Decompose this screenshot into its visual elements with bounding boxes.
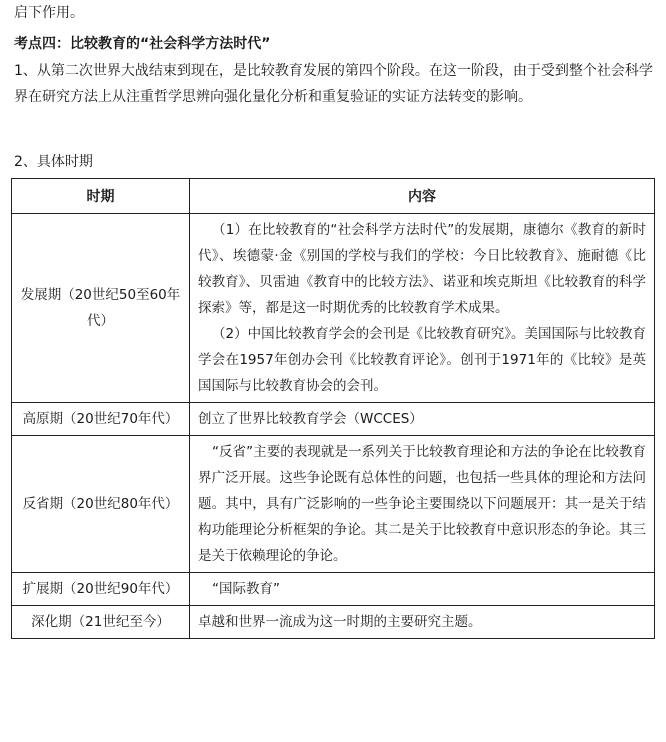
content-paragraph: （1）在比较教育的“社会科学方法时代”的发展期，康德尔《教育的新时代》、埃德蒙·金《别国的学校与我们的学校：今日比较教育》、施耐德《比较教育》、贝雷迪《教育中的比较方法》、诺亚和埃克斯坦《比较教育的科学探索》等，都是这一时期优秀的比较教育学术成果。 — [198, 222, 646, 316]
content-paragraph: （2）中国比较教育学会的会刊是《比较教育研究》。美国国际与比较教育学会在1957年创办会刊《比较教育评论》。创刊于1971年的《比较》是英国国际与比较教育协会的会刊。 — [198, 326, 646, 394]
content-cell — [190, 436, 655, 573]
content-paragraph: 创立了世界比较教育学会（WCCES） — [198, 411, 423, 427]
period-cell: 反省期（20世纪80年代） — [12, 436, 190, 573]
content-paragraph: “国际教育” — [212, 581, 280, 597]
table-row — [12, 606, 655, 639]
content-cell — [190, 606, 655, 639]
content-cell — [190, 573, 655, 606]
periods-table — [11, 178, 655, 639]
table-row — [12, 573, 655, 606]
table-row — [12, 436, 655, 573]
content-cell — [190, 214, 655, 403]
section-title: 考点四：比较教育的“社会科学方法时代” — [14, 36, 271, 52]
period-cell: 扩展期（20世纪90年代） — [12, 573, 190, 606]
content-cell — [190, 403, 655, 436]
table-row — [12, 403, 655, 436]
top-fragment-text: 启下作用。 — [14, 5, 84, 21]
table-row — [12, 214, 655, 403]
content-paragraph: 卓越和世界一流成为这一时期的主要研究主题。 — [198, 614, 482, 630]
content-paragraph: “反省”主要的表现就是一系列关于比较教育理论和方法的争论在比较教育界广泛开展。这些争论既有总体性的问题，也包括一些具体的理论和方法问题。其中，具有广泛影响的一些争论主要围绕以下问题展开：其一是关于结构功能理论分析框架的争论。其二是关于比较教育中意识形态的争论。其三是关于依赖理论的争论。 — [198, 444, 646, 564]
paragraph-intro: 1、从第二次世界大战结束到现在，是比较教育发展的第四个阶段。在这一阶段，由于受到整个社会科学界在研究方法上从注重哲学思辨向强化量化分析和重复验证的实证方法转变的影响。 — [14, 63, 653, 105]
period-cell: 发展期（20世纪50至60年代） — [12, 214, 190, 403]
period-cell: 高原期（20世纪70年代） — [12, 403, 190, 436]
period-cell: 深化期（21世纪至今） — [12, 606, 190, 639]
paragraph-subheading: 2、具体时期 — [14, 154, 93, 170]
header-period: 时期 — [12, 179, 190, 214]
header-content: 内容 — [190, 179, 655, 214]
table-header-row — [12, 179, 655, 214]
